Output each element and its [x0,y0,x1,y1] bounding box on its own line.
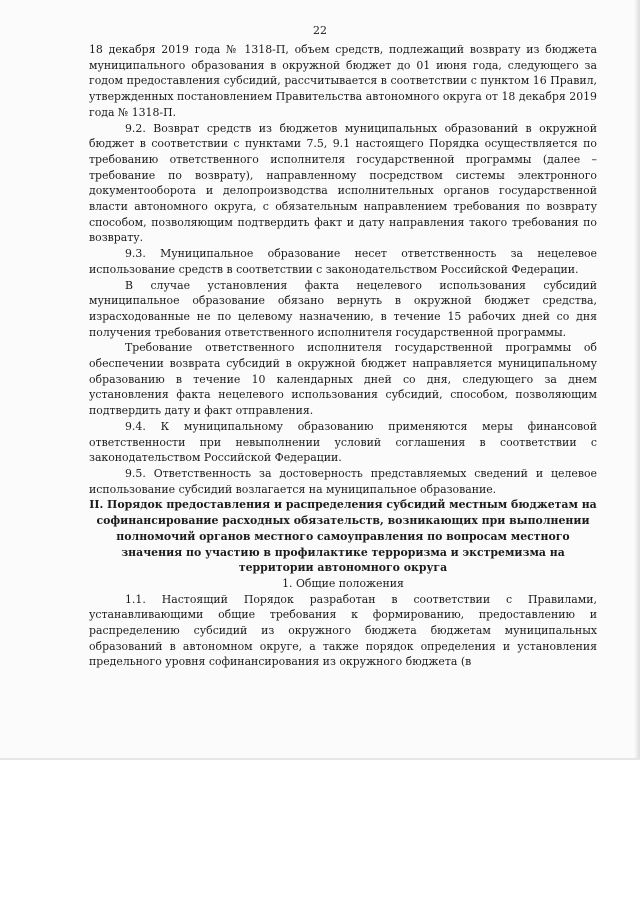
scan-edge-shadow [634,0,640,760]
subsection-heading: 1. Общие положения [282,576,404,590]
paragraph-9-3: 9.3. Муниципальное образование несет ответственность за нецелевое использование средств в соответствии с законодательством Российской Федерации. [89,247,597,276]
document-body [89,42,597,670]
page-number: 22 [313,24,327,37]
paragraph-9-5: 9.5. Ответственность за достоверность представляемых сведений и целевое использование субсидий возлагается на муниципальное образование. [89,466,597,496]
paragraph-1-1: 1.1. Настоящий Порядок разработан в соответствии с Правилами, устанавливающими общие требования к формированию, предоставлению и распределению субсидий из окружного бюджета бюджетам муниципальных образований в автономном округе, а также порядок определения и установления предельного уровня софинансирования из окружного бюджета (в [89,592,597,669]
paragraph-9-4: 9.4. К муниципальному образованию применяются меры финансовой ответственности при невыполнении условий соглашения в соответствии с законодательством Российской Федерации. [89,419,597,465]
paragraph-continuation: 18 декабря 2019 года № 1318-П, объем средств, подлежащий возврату из бюджета муниципального образования в окружной бюджет до 01 июня года, следующего за годом предоставления субсидий, рассчитывается в соответствии с пунктом 16 Правил, утвержденных постановлением Правительства автономного округа от 18 декабря 2019 года № 1318-П. [89,43,597,119]
page-bottom-edge [0,758,640,760]
paragraph-misuse-refund: В случае установления факта нецелевого использования субсидий муниципальное образование обязано вернуть в окружной бюджет средства, израсходованные не по целевому назначению, в течение 15 рабочих дней со дня получения требования ответственного исполнителя государственной программы. [89,278,597,339]
section-heading: II. Порядок предоставления и распределения субсидий местным бюджетам на софинансирование расходных обязательств, возникающих при выполнении полномочий органов местного самоуправления по вопросам местного значения по участию в профилактике терроризма и экстремизма на территории автономного округа [89,498,597,575]
paragraph-refund-demand: Требование ответственного исполнителя государственной программы об обеспечении возврата субсидий в окружной бюджет направляется муниципальному образованию в течение 10 календарных дней со дня, следующего за днем установления факта нецелевого использования субсидий, способом, позволяющим подтвердить дату и факт отправления. [89,341,597,418]
paragraph-9-2: 9.2. Возврат средств из бюджетов муниципальных образований в окружной бюджет в соответствии с пунктами 7.5, 9.1 настоящего Порядка осуществляется по требованию ответственного исполнителя государственной программы (далее – требование по возврату), направленному посредством системы электронного документооборота и делопроизводства исполнительных органов государственной власти автономного округа, с обязательным направлением требования по возврату способом, позволяющим подтвердить факт и дату направления такого требования по возврату. [89,121,597,245]
